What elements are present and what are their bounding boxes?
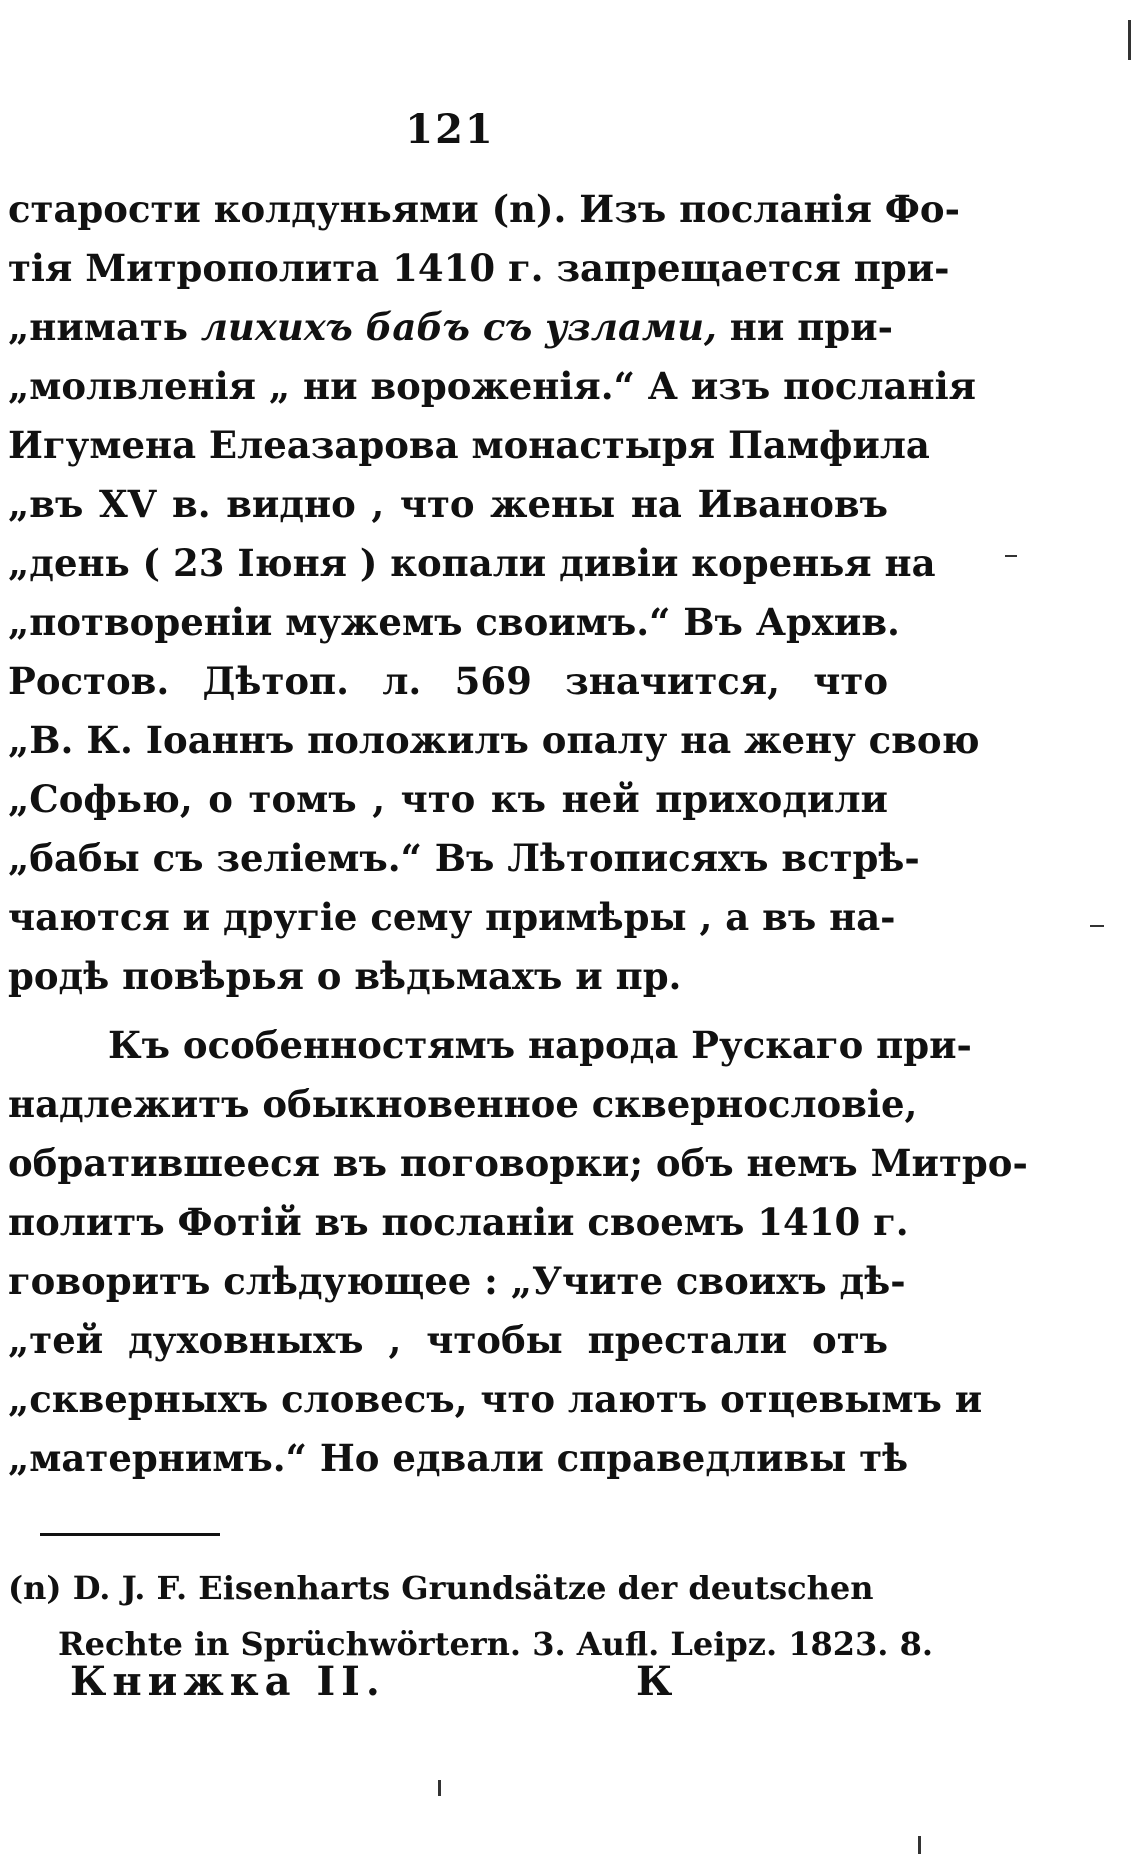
main-text (8, 180, 1028, 1488)
scan-speck (1128, 20, 1131, 60)
signature-line (70, 1652, 910, 1712)
footnote-rule (40, 1533, 220, 1536)
scan-speck (918, 1836, 921, 1854)
scan-speck (438, 1780, 441, 1796)
text-line: обратившееся въ поговорки; объ немъ Митро- (8, 1141, 1028, 1185)
text-line: „день ( 23 Іюня ) копали дивіи коренья на (8, 541, 936, 585)
footnote-line: (n) D. J. F. Eisenharts Grundsätze der deutschen (8, 1569, 874, 1607)
text-line (8, 298, 893, 357)
text-line: „Софью, о томъ , что къ ней приходили (8, 777, 888, 821)
text-line: „В. К. Іоаннъ положилъ опалу на жену свою (8, 718, 980, 762)
text-line-start: „нимать (8, 305, 201, 349)
text-line-end: ни при- (716, 305, 893, 349)
text-line: политъ Фотій въ посланіи своемъ 1410 г. (8, 1200, 909, 1244)
text-line: „въ XV в. видно , что жены на Ивановъ (8, 482, 888, 526)
footnote-line: Rechte in Sprüchwörtern. 3. Aufl. Leipz. 1823. 8. (58, 1625, 933, 1663)
text-line: чаются и другіе сему примѣры , а въ на- (8, 895, 896, 939)
text-line: родѣ повѣрья о вѣдьмахъ и пр. (8, 954, 682, 998)
page-number: 121 (405, 106, 495, 153)
signature-letter: К (636, 1658, 673, 1705)
text-line: Къ особенностямъ народа Рускаго при- (108, 1023, 972, 1067)
text-line: „потвореніи мужемъ своимъ.“ Въ Архив. (8, 600, 900, 644)
text-line: „молвленія „ ни вороженія.“ А изъ посланія (8, 364, 976, 408)
text-line: „тей духовныхъ , чтобы престали отъ (8, 1318, 888, 1362)
text-line: старости колдуньями (n). Изъ посланія Фо- (8, 187, 960, 231)
text-line: „матернимъ.“ Но едвали справедливы тѣ (8, 1436, 909, 1480)
signature-mark: Книжка II. (70, 1658, 386, 1705)
text-line: „бабы съ зеліемъ.“ Въ Лѣтописяхъ встрѣ- (8, 836, 920, 880)
paragraph-gap (8, 1006, 888, 1016)
scan-speck (1005, 555, 1017, 557)
scan-speck (1090, 925, 1104, 927)
text-line: Ростов. Дѣтоп. л. 569 значится, что (8, 659, 888, 703)
paragraph-1 (8, 180, 980, 1006)
paragraph-2 (8, 1016, 1028, 1488)
text-line: „скверныхъ словесъ, что лаютъ отцевымъ и (8, 1377, 983, 1421)
text-line: Игумена Елеазарова монастыря Памфила (8, 423, 930, 467)
text-line: надлежитъ обыкновенное сквернословіе, (8, 1082, 918, 1126)
italic-phrase: лихихъ бабъ съ узлами, (200, 305, 717, 349)
text-line: говоритъ слѣдующее : „Учите своихъ дѣ- (8, 1259, 906, 1303)
text-line: тія Митрополита 1410 г. запрещается при- (8, 246, 950, 290)
